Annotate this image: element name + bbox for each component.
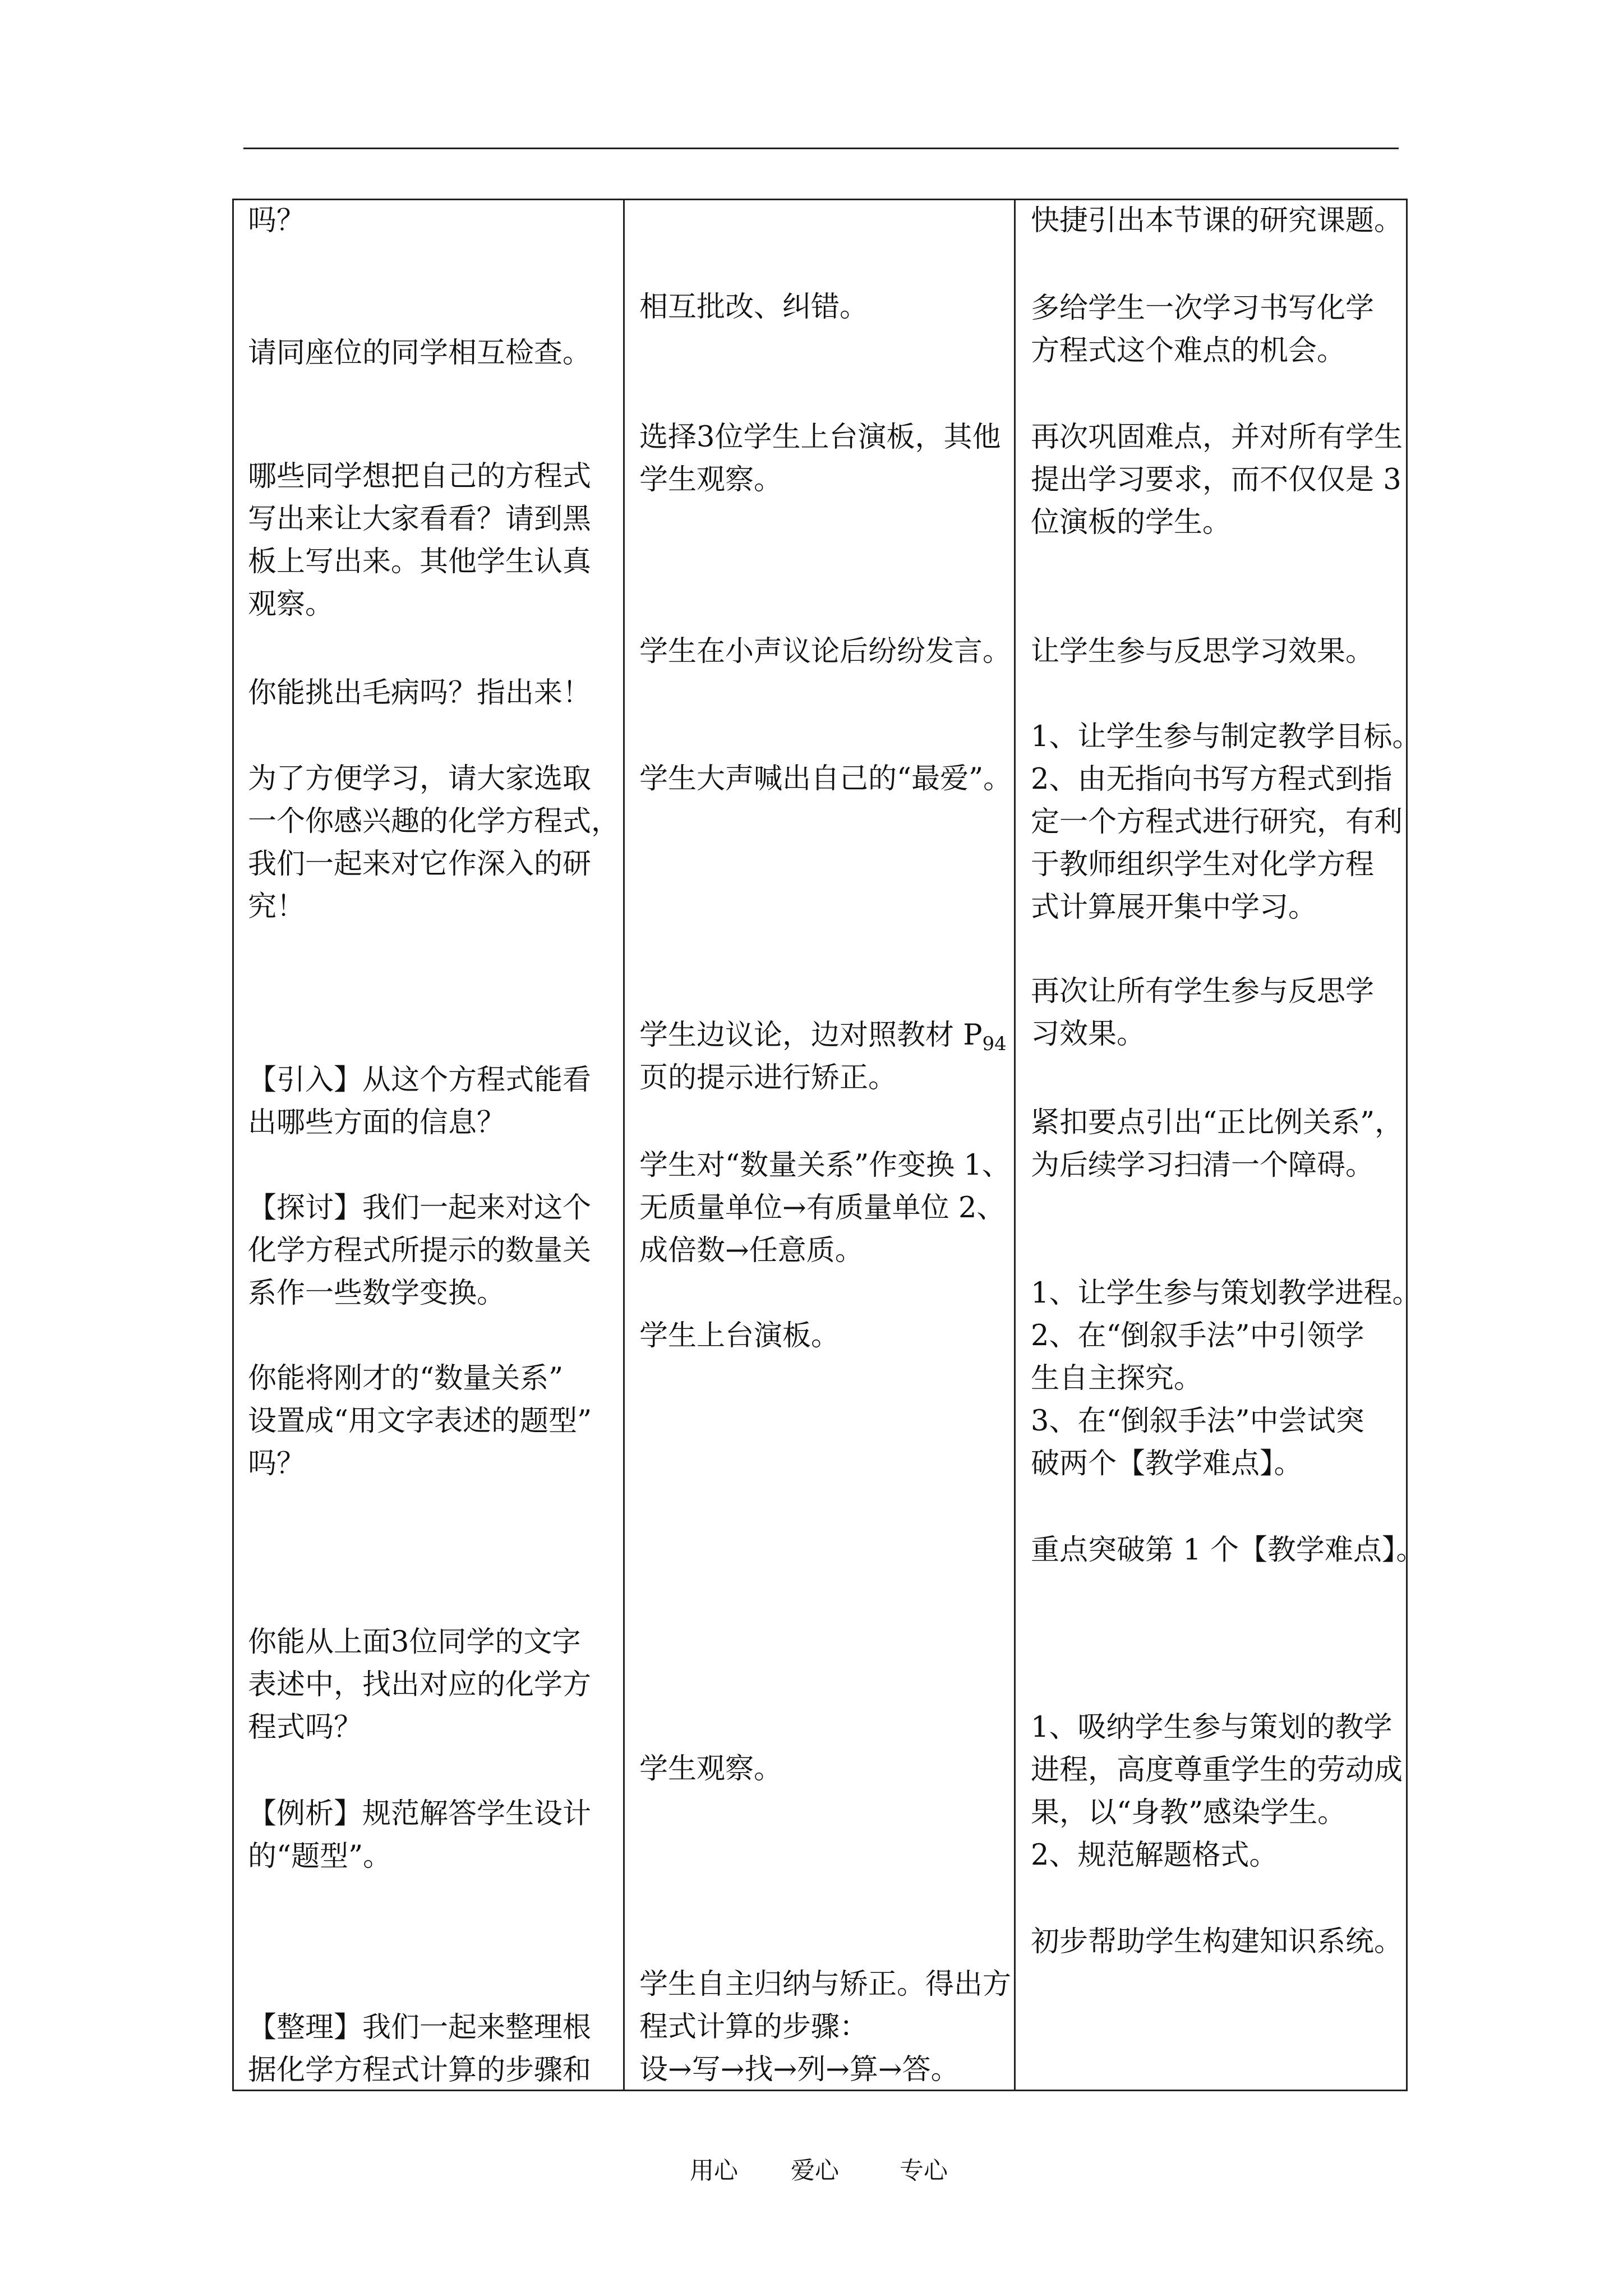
column-divider bbox=[1014, 199, 1016, 2091]
intent-text: 进程，高度尊重学生的劳动成 bbox=[1031, 1754, 1403, 1787]
student-text: 相互批改、纠错。 bbox=[639, 291, 869, 324]
teacher-text: 你能从上面3位同学的文字 bbox=[248, 1626, 581, 1659]
teacher-text: 的“题型”。 bbox=[248, 1840, 392, 1873]
intent-text: 3、在“倒叙手法”中尝试突 bbox=[1031, 1405, 1364, 1438]
teacher-text: 请同座位的同学相互检查。 bbox=[248, 337, 592, 370]
intent-text: 2、规范解题格式。 bbox=[1031, 1839, 1278, 1872]
teacher-text: 究！ bbox=[248, 890, 306, 923]
intent-text: 生自主探究。 bbox=[1031, 1362, 1203, 1395]
intent-text: 2、在“倒叙手法”中引领学 bbox=[1031, 1319, 1364, 1352]
intent-text: 初步帮助学生构建知识系统。 bbox=[1031, 1925, 1403, 1958]
teacher-text: 表述中，找出对应的化学方 bbox=[248, 1668, 592, 1701]
student-text-main: 学生边议论，边对照教材 P bbox=[639, 1019, 983, 1052]
intent-text: 于教师组织学生对化学方程 bbox=[1031, 848, 1375, 881]
footer-word: 专心 bbox=[900, 2157, 948, 2185]
intent-text: 1、让学生参与制定教学目标。 bbox=[1031, 720, 1421, 753]
student-text: 学生观察。 bbox=[639, 1752, 783, 1786]
teacher-text: 吗？ bbox=[248, 204, 306, 237]
teacher-text: 你能将刚才的“数量关系” bbox=[248, 1362, 564, 1395]
column-divider bbox=[623, 199, 625, 2091]
student-text: 选择3位学生上台演板，其他 bbox=[639, 421, 1001, 454]
teacher-text: 设置成“用文字表述的题型” bbox=[248, 1405, 592, 1438]
teacher-text: 观察。 bbox=[248, 588, 334, 621]
teacher-text: 吗？ bbox=[248, 1447, 306, 1480]
student-text: 成倍数→任意质。 bbox=[639, 1234, 864, 1267]
intent-text: 2、由无指向书写方程式到指 bbox=[1031, 763, 1393, 796]
intent-text: 1、吸纳学生参与策划的教学 bbox=[1031, 1711, 1393, 1744]
intent-text: 式计算展开集中学习。 bbox=[1031, 891, 1317, 924]
teacher-text: 据化学方程式计算的步骤和 bbox=[248, 2054, 592, 2087]
teacher-text: 出哪些方面的信息？ bbox=[248, 1106, 506, 1139]
intent-text: 让学生参与反思学习效果。 bbox=[1031, 635, 1375, 668]
footer-word: 用心 bbox=[690, 2157, 738, 2185]
intent-text: 重点突破第 1 个【教学难点】。 bbox=[1031, 1534, 1425, 1567]
student-text bbox=[639, 1014, 1007, 1057]
student-text: 学生在小声议论后纷纷发言。 bbox=[639, 635, 1012, 668]
teacher-text: 【例析】规范解答学生设计 bbox=[248, 1797, 592, 1830]
student-text: 程式计算的步骤： bbox=[639, 2010, 869, 2044]
intent-text: 快捷引出本节课的研究课题。 bbox=[1031, 204, 1403, 237]
intent-text: 多给学生一次学习书写化学 bbox=[1031, 292, 1375, 325]
teacher-text: 写出来让大家看看？请到黑 bbox=[248, 503, 592, 536]
student-text: 页的提示进行矫正。 bbox=[639, 1061, 897, 1094]
teacher-text: 一个你感兴趣的化学方程式， bbox=[248, 805, 620, 838]
intent-text: 为后续学习扫清一个障碍。 bbox=[1031, 1149, 1375, 1182]
student-text: 学生观察。 bbox=[639, 463, 783, 496]
student-text: 设→写→找→列→算→答。 bbox=[639, 2053, 960, 2086]
intent-text: 再次巩固难点，并对所有学生 bbox=[1031, 421, 1403, 454]
teacher-text: 化学方程式所提示的数量关 bbox=[248, 1234, 592, 1267]
teacher-text: 我们一起来对它作深入的研 bbox=[248, 848, 592, 881]
student-text: 无质量单位→有质量单位 2、 bbox=[639, 1191, 1006, 1225]
teacher-text: 哪些同学想把自己的方程式 bbox=[248, 460, 592, 493]
teacher-text: 【探讨】我们一起来对这个 bbox=[248, 1191, 592, 1225]
student-text: 学生大声喊出自己的“最爱”。 bbox=[639, 762, 1012, 795]
teacher-text: 为了方便学习，请大家选取 bbox=[248, 762, 592, 795]
student-text: 学生自主归纳与矫正。得出方 bbox=[639, 1968, 1012, 2001]
teacher-text: 【引入】从这个方程式能看 bbox=[248, 1064, 592, 1097]
teacher-text: 【整理】我们一起来整理根 bbox=[248, 2011, 592, 2044]
teacher-text: 你能挑出毛病吗？指出来！ bbox=[248, 677, 592, 710]
student-text: 学生对“数量关系”作变换 1、 bbox=[639, 1149, 1011, 1182]
footer-word: 爱心 bbox=[791, 2157, 839, 2185]
teacher-text: 板上写出来。其他学生认真 bbox=[248, 545, 592, 578]
student-text: 学生上台演板。 bbox=[639, 1319, 840, 1352]
intent-text: 果，以“身教”感染学生。 bbox=[1031, 1796, 1347, 1829]
teacher-text: 系作一些数学变换。 bbox=[248, 1277, 506, 1310]
page-subscript: 94 bbox=[982, 1033, 1007, 1055]
intent-text: 习效果。 bbox=[1031, 1018, 1146, 1051]
intent-text: 紧扣要点引出“正比例关系”， bbox=[1031, 1106, 1404, 1139]
intent-text: 位演板的学生。 bbox=[1031, 506, 1232, 539]
intent-text: 1、让学生参与策划教学进程。 bbox=[1031, 1277, 1421, 1310]
intent-text: 提出学习要求，而不仅仅是 3 bbox=[1031, 463, 1401, 496]
intent-text: 方程式这个难点的机会。 bbox=[1031, 334, 1346, 367]
header-rule bbox=[243, 148, 1399, 149]
teacher-text: 程式吗？ bbox=[248, 1711, 363, 1744]
intent-text: 破两个【教学难点】。 bbox=[1031, 1447, 1303, 1480]
intent-text: 定一个方程式进行研究，有利 bbox=[1031, 806, 1403, 839]
intent-text: 再次让所有学生参与反思学 bbox=[1031, 975, 1375, 1008]
